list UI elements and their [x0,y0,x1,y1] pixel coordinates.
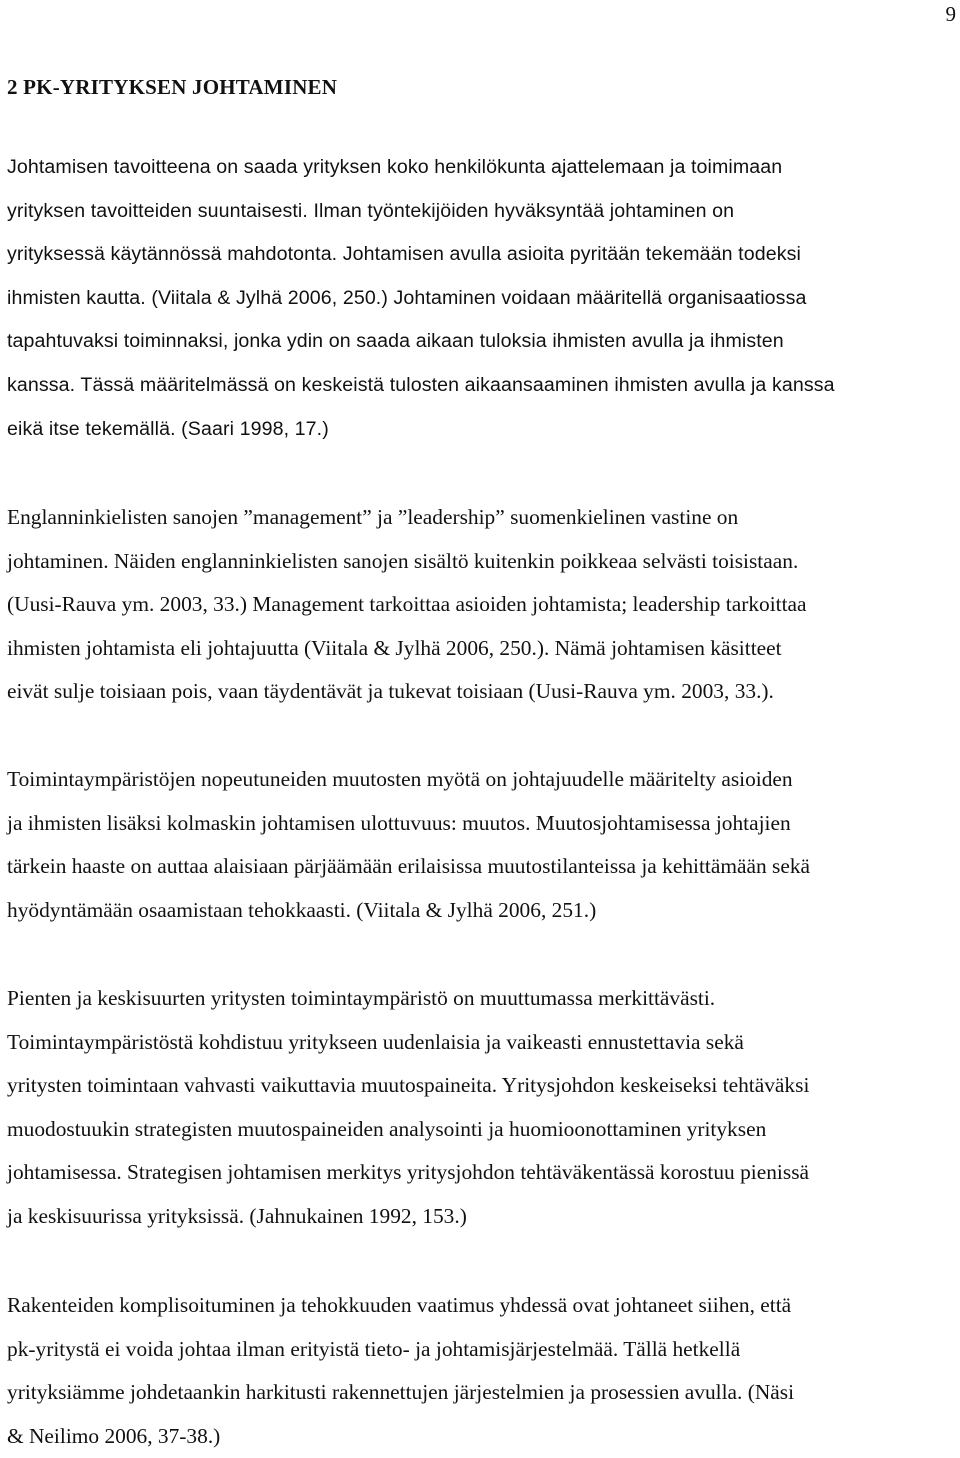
text-line: johtaminen. Näiden englanninkielisten sanojen sisältö kuitenkin poikkeaa selvästi toisistaan. [7,540,955,584]
paragraph-leadership-definition [7,146,955,451]
text-line: yrityksessä käytännössä mahdotonta. Johtamisen avulla asioita pyritään tekemään todeksi [7,233,955,277]
text-line: muodostuukin strategisten muutospaineiden analysointi ja huomioonottaminen yrityksen [7,1108,955,1152]
text-line: Englanninkielisten sanojen ”management” ja ”leadership” suomenkielinen vastine on [7,496,955,540]
text-line: (Uusi-Rauva ym. 2003, 33.) Management tarkoittaa asioiden johtamista; leadership tarkoittaa [7,583,955,627]
text-line: ihmisten kautta. (Viitala & Jylhä 2006, 250.) Johtaminen voidaan määritellä organisaatiossa [7,277,955,321]
text-line: Toimintaympäristöstä kohdistuu yritykseen uudenlaisia ja vaikeasti ennustettavia sekä [7,1021,955,1065]
text-line: hyödyntämään osaamistaan tehokkaasti. (Viitala & Jylhä 2006, 251.) [7,889,955,933]
text-line: ja keskisuurissa yrityksissä. (Jahnukainen 1992, 153.) [7,1195,955,1239]
text-line: yrityksiämme johdetaankin harkitusti rakennettujen järjestelmien ja prosessien avulla. (Näsi [7,1371,955,1415]
text-line: tärkein haaste on auttaa alaisiaan pärjäämään erilaisissa muutostilanteissa ja kehittämään sekä [7,845,955,889]
text-line: ihmisten johtamista eli johtajuutta (Viitala & Jylhä 2006, 250.). Nämä johtamisen käsitteet [7,627,955,671]
text-line: Toimintaympäristöjen nopeutuneiden muutosten myötä on johtajuudelle määritelty asioiden [7,758,955,802]
text-line: Johtamisen tavoitteena on saada yrityksen koko henkilökunta ajattelemaan ja toimimaan [7,146,955,190]
text-line: ja ihmisten lisäksi kolmaskin johtamisen ulottuvuus: muutos. Muutosjohtamisessa johtajien [7,802,955,846]
text-line: pk-yritystä ei voida johtaa ilman erityistä tieto- ja johtamisjärjestelmää. Tällä hetkellä [7,1328,955,1372]
text-line: Rakenteiden komplisoituminen ja tehokkuuden vaatimus yhdessä ovat johtaneet siihen, että [7,1284,955,1328]
text-line: tapahtuvaksi toiminnaksi, jonka ydin on saada aikaan tuloksia ihmisten avulla ja ihmisten [7,320,955,364]
section-heading: 2 PK-YRITYKSEN JOHTAMINEN [7,72,337,102]
text-line: eivät sulje toisiaan pois, vaan täydentävät ja tukevat toisiaan (Uusi-Rauva ym. 2003, 33.). [7,670,955,714]
paragraph-management-leadership [7,496,955,714]
text-line: kanssa. Tässä määritelmässä on keskeistä tulosten aikaansaaminen ihmisten avulla ja kanssa [7,364,955,408]
text-line: yritysten toimintaan vahvasti vaikuttavia muutospaineita. Yritysjohdon keskeiseksi tehtäväksi [7,1064,955,1108]
paragraph-structures [7,1284,955,1458]
text-line: yrityksen tavoitteiden suuntaisesti. Ilman työntekijöiden hyväksyntää johtaminen on [7,190,955,234]
text-line: johtamisessa. Strategisen johtamisen merkitys yritysjohdon tehtäväkentässä korostuu pienissä [7,1151,955,1195]
text-line: Pienten ja keskisuurten yritysten toimintaympäristö on muuttumassa merkittävästi. [7,977,955,1021]
paragraph-sme-environment [7,977,955,1238]
text-line: eikä itse tekemällä. (Saari 1998, 17.) [7,408,955,452]
text-line: & Neilimo 2006, 37-38.) [7,1415,955,1458]
page-number: 9 [946,2,957,26]
paragraph-change-management [7,758,955,932]
